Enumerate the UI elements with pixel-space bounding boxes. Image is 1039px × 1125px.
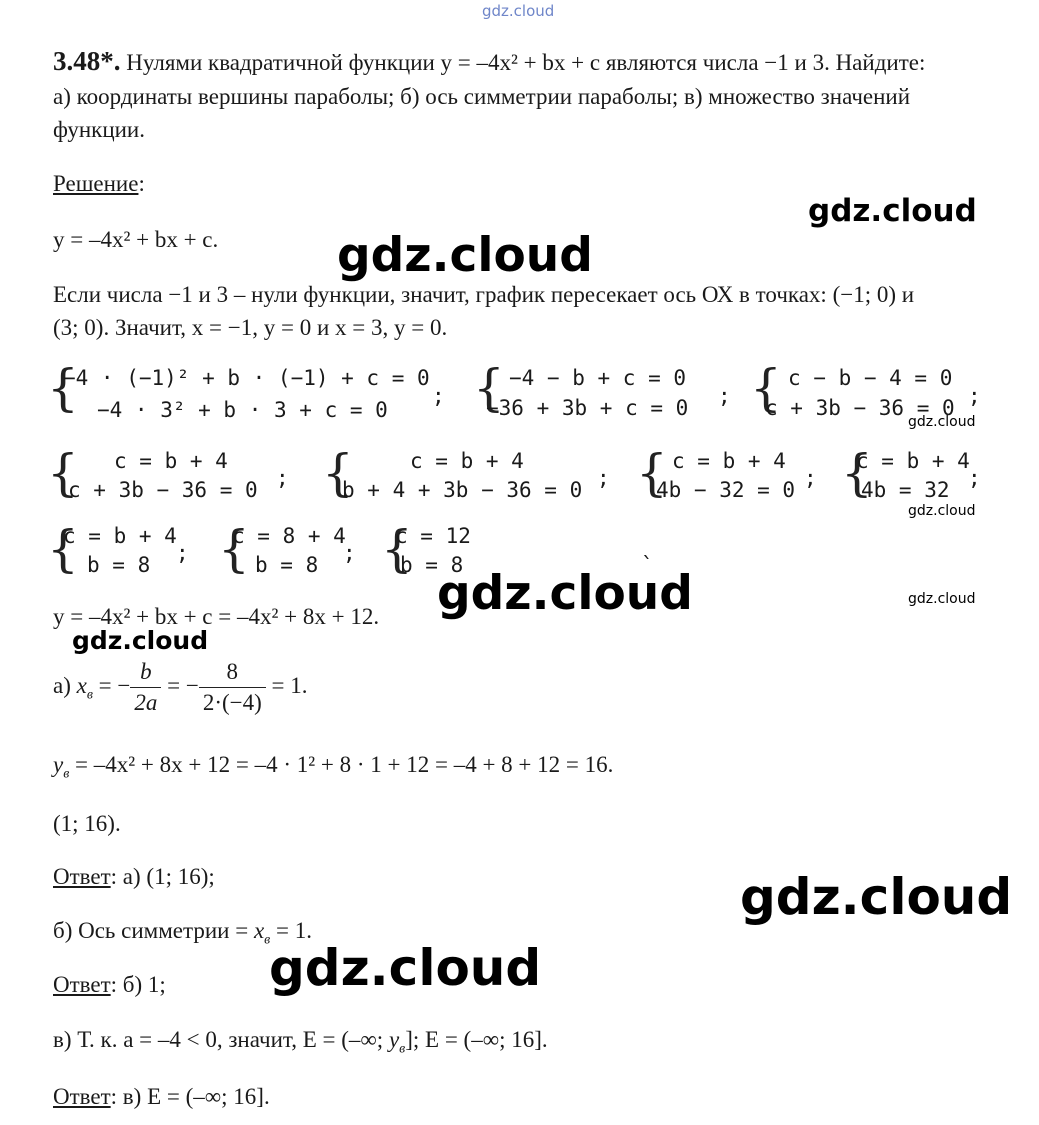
system-6-line-1: c = b + 4 [672, 449, 786, 473]
answer-b: Ответ: б) 1; [53, 972, 166, 997]
brace: { [841, 444, 873, 502]
tick-mark: ˎ [640, 534, 653, 558]
system-7-line-2: 4b = 32 [861, 478, 950, 502]
system-1-line-2: −4 · 3² + b · 3 + c = 0 [97, 398, 388, 422]
system-3-line-1: c − b − 4 = 0 [788, 366, 953, 390]
range-text: в) Т. к. a = –4 < 0, значит, E = (–∞; $y_в$]; E = (–∞; 16]. [53, 1027, 548, 1057]
task-line-3: функции. [53, 117, 145, 142]
system-2-line-1: −4 − b + c = 0 [509, 366, 687, 390]
equation-general: y = –4x² + bx + c. [53, 227, 219, 252]
system-9-line-1: c = 8 + 4 [232, 524, 346, 548]
system-8-line-1: c = b + 4 [63, 524, 177, 548]
brace: { [473, 359, 505, 417]
watermark: gdz.cloud [808, 193, 977, 229]
system-3-line-2: c + 3b − 36 = 0 [765, 396, 955, 420]
vertex-y-formula: $y_в = -4x^2 + 8x + 12 = -4 \cdot 1^2 + 8 \cdot 1 + 12 = -4 + 8 + 12 = 16$. [53, 752, 614, 782]
separator: ; [968, 384, 981, 408]
watermark: gdz.cloud [437, 566, 693, 621]
solution-text-1: Если числа −1 и 3 – нули функции, значит, график пересекает ось ОХ в точках: (−1; 0) и [53, 282, 915, 307]
system-8-line-2: b = 8 [87, 553, 151, 577]
system-10-line-2: b = 8 [400, 553, 464, 577]
task-line-1 [53, 47, 925, 77]
system-4-line-2: c + 3b − 36 = 0 [68, 478, 258, 502]
watermark: gdz.cloud [337, 228, 593, 283]
task-text: Нулями квадратичной функции y = –4x² + bx + c являются числа −1 и 3. Найдите: [126, 50, 926, 75]
vertex-coordinates: (1; 16). [53, 811, 121, 836]
watermark: gdz.cloud [908, 503, 976, 519]
watermark: gdz.cloud [72, 626, 209, 655]
separator: ; [176, 541, 189, 565]
final-equation: y = –4x² + bx + c = –4x² + 8x + 12. [53, 604, 380, 629]
answer-a: Ответ: а) (1; 16); [53, 864, 215, 889]
watermark: gdz.cloud [269, 939, 542, 997]
symmetry-axis-text: б) Ось симметрии = $x_в = 1$. [53, 918, 312, 948]
watermark-top: gdz.cloud [482, 2, 555, 20]
separator: ; [343, 541, 356, 565]
separator: ; [718, 384, 731, 408]
separator: ; [968, 466, 981, 490]
system-9-line-2: b = 8 [255, 553, 319, 577]
brace: { [218, 520, 250, 578]
system-1-line-1: −4 · (−1)² + b · (−1) + c = 0 [63, 366, 430, 390]
system-10-line-1: c = 12 [395, 524, 471, 548]
watermark: gdz.cloud [908, 591, 976, 607]
separator: ; [276, 466, 289, 490]
fraction-8-over-minus8: $\frac{8}{2\cdot(-4)}$ [199, 657, 266, 718]
brace: { [47, 520, 79, 578]
brace: { [381, 520, 413, 578]
system-7-line-1: c = b + 4 [856, 449, 970, 473]
fraction-b-over-2a: $\frac{b}{2a}$ [130, 657, 161, 718]
brace: { [47, 359, 79, 417]
system-5-line-2: b + 4 + 3b − 36 = 0 [342, 478, 583, 502]
task-line-2: а) координаты вершины параболы; б) ось симметрии параболы; в) множество значений [53, 84, 911, 109]
system-2-line-2: −36 + 3b + c = 0 [486, 396, 689, 420]
separator: ; [804, 466, 817, 490]
solution-text-2: (3; 0). Значит, x = −1, y = 0 и x = 3, y = 0. [53, 315, 448, 340]
answer-c: Ответ: в) E = (–∞; 16]. [53, 1084, 270, 1109]
system-4-line-1: c = b + 4 [114, 449, 228, 473]
brace: { [322, 444, 354, 502]
vertex-x-formula: а) $x_в$ = − $\frac{b}{2a}$ = − $\frac{8}{2\cdot(-4)}$ = 1. [53, 657, 308, 718]
solution-label: Решение: [53, 171, 145, 196]
brace: { [47, 444, 79, 502]
separator: ; [597, 466, 610, 490]
watermark: gdz.cloud [908, 414, 976, 430]
separator: ; [432, 384, 445, 408]
system-6-line-2: 4b − 32 = 0 [656, 478, 796, 502]
brace: { [636, 444, 668, 502]
task-number: 3.48*. [53, 46, 121, 76]
watermark: gdz.cloud [740, 868, 1013, 926]
system-5-line-1: c = b + 4 [410, 449, 524, 473]
brace: { [750, 359, 782, 417]
